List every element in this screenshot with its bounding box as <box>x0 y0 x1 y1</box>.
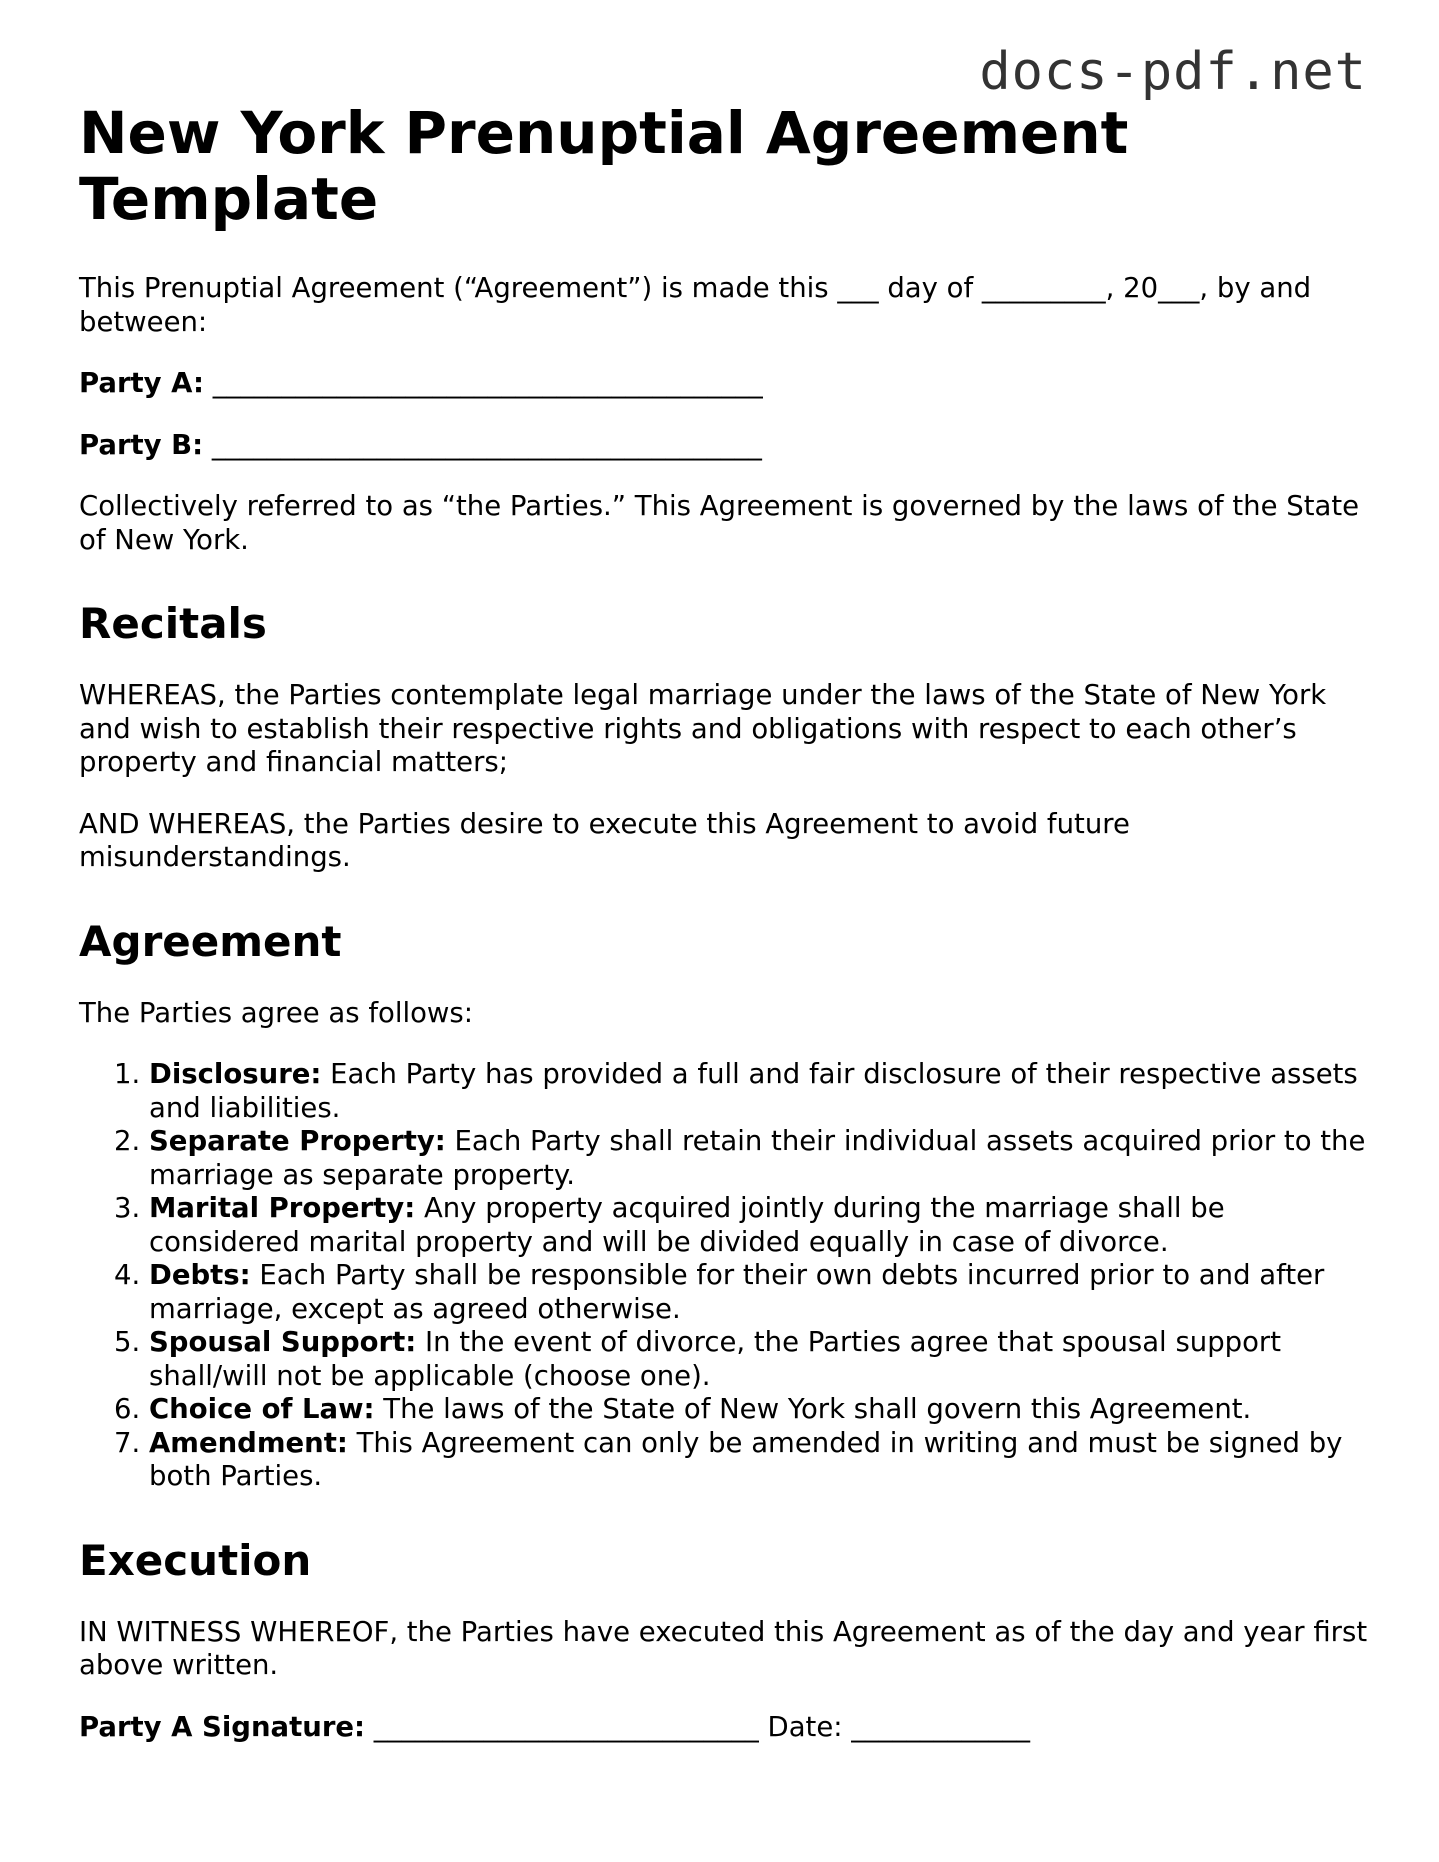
list-item <box>149 1259 1369 1326</box>
term-label: Spousal Support: <box>149 1326 417 1358</box>
term-text: The laws of the State of New York shall govern this Agreement. <box>374 1393 1252 1425</box>
party-a-blank: ________________________________________ <box>212 367 763 399</box>
execution-heading: Execution <box>79 1535 312 1585</box>
signature-label: Party A Signature: <box>79 1710 366 1743</box>
term-label: Debts: <box>149 1259 251 1291</box>
party-a-line <box>79 367 1369 401</box>
party-a-label: Party A: <box>79 367 204 399</box>
document-page <box>79 100 1369 1744</box>
party-b-line <box>79 429 1369 463</box>
list-item <box>149 1058 1369 1125</box>
document-title: New York Prenuptial Agreement Template <box>79 99 1129 233</box>
date-label: Date: <box>767 1710 843 1743</box>
term-text: Each Party shall be responsible for their own debts incurred prior to and after marriage, except as agreed otherwise. <box>149 1259 1325 1325</box>
recitals-heading: Recitals <box>79 599 267 648</box>
term-text: Each Party shall retain their individual assets acquired prior to the marriage as separate property. <box>149 1125 1366 1191</box>
term-text: This Agreement can only be amended in writing and must be signed by both Parties. <box>149 1426 1343 1492</box>
list-item <box>149 1326 1369 1393</box>
party-b-blank: ________________________________________ <box>211 428 762 461</box>
list-item <box>149 1393 1369 1427</box>
list-item <box>149 1192 1369 1259</box>
recital-paragraph: AND WHEREAS, the Parties desire to execute this Agreement to avoid future misunderstandings. <box>79 807 1130 873</box>
term-label: Separate Property: <box>149 1125 446 1157</box>
list-item <box>149 1427 1369 1494</box>
term-label: Marital Property: <box>149 1192 416 1224</box>
execution-paragraph: IN WITNESS WHEREOF, the Parties have executed this Agreement as of the day and year first above written. <box>79 1615 1368 1681</box>
watermark: docs-pdf.net <box>979 42 1367 102</box>
signature-blank: ____________________________ <box>373 1710 759 1743</box>
agreement-lead: The Parties agree as follows: <box>79 996 474 1029</box>
term-label: Disclosure: <box>149 1058 322 1090</box>
list-item <box>149 1125 1369 1192</box>
agreement-heading: Agreement <box>79 916 342 966</box>
term-text: Each Party has provided a full and fair disclosure of their respective assets and liabilities. <box>149 1058 1358 1124</box>
recitals-section <box>79 599 1369 875</box>
execution-section <box>79 1536 1369 1745</box>
term-text: In the event of divorce, the Parties agree that spousal support shall/will not be applicable (choose one). <box>149 1326 1282 1392</box>
signature-line <box>79 1711 1369 1745</box>
collective-paragraph: Collectively referred to as “the Parties.” This Agreement is governed by the laws of the State of New York. <box>79 490 1360 556</box>
intro-paragraph: This Prenuptial Agreement (“Agreement”) is made this ___ day of _________, 20___, by and between: <box>79 272 1312 338</box>
term-label: Amendment: <box>149 1426 348 1459</box>
term-text: Any property acquired jointly during the marriage shall be considered marital property and will be divided equally in case of divorce. <box>149 1192 1225 1258</box>
date-blank: _____________ <box>851 1710 1031 1743</box>
agreement-terms-list <box>79 1058 1369 1494</box>
recital-paragraph: WHEREAS, the Parties contemplate legal marriage under the laws of the State of New York and wish to establish their respective rights and obligations with respect to each other’s property and financial matters; <box>79 679 1327 778</box>
term-label: Choice of Law: <box>149 1393 375 1425</box>
party-b-label: Party B: <box>79 428 204 461</box>
agreement-section <box>79 917 1369 1494</box>
